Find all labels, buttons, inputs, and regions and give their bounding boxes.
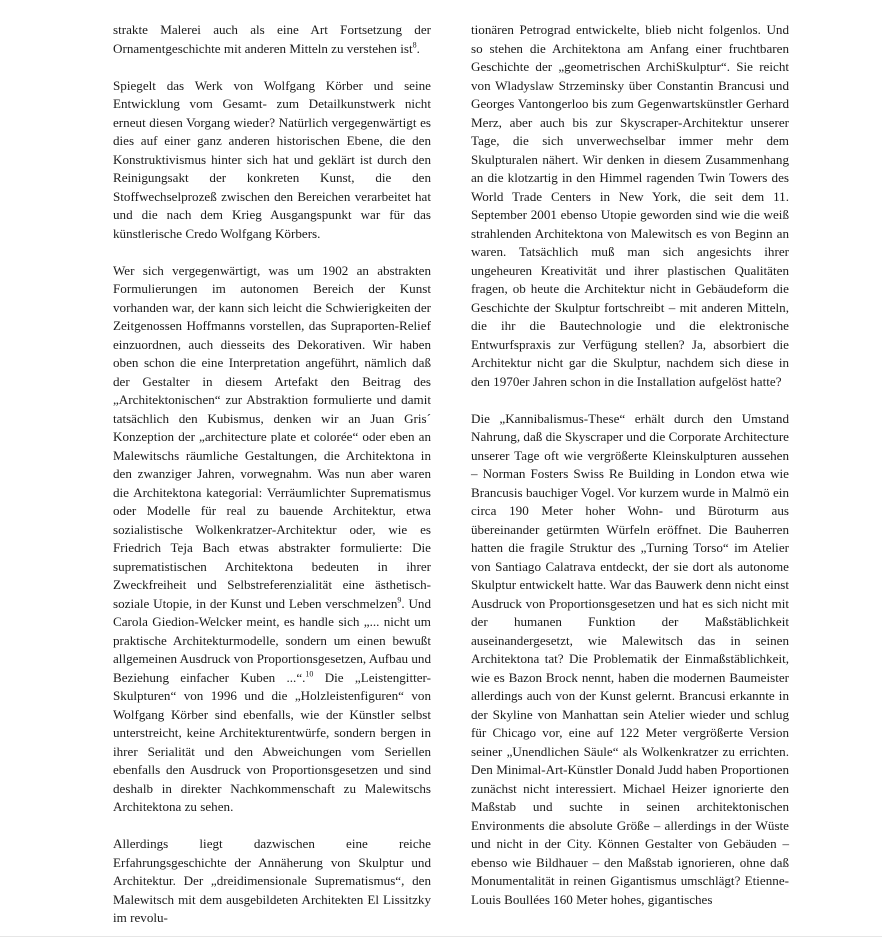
left-text-column (113, 21, 431, 928)
footnote-marker: 10 (305, 669, 314, 679)
right-text-column (471, 21, 789, 909)
paragraph: Die „Kannibalismus-These“ erhält durch den Umstand Nahrung, daß die Skyscraper und die Corporate Architecture unserer Tage oft wie vergrößerte Kleinskulpturen aussehen – Norman Fosters Swiss Re Building in London etwa wie Brancusis bauchiger Vogel. Vor kurzem wurde in Malmö ein circa 190 Meter hoher Wohn- und Büroturm aus übereinander getürmten Würfeln eröffnet. Die Bauherren hatten die fragile Struktur des „Turning Torso“ im Atelier von Santiago Calatrava entdeckt, der sie dort als autonome Skulptur entwickelt hatte. War das Bauwerk denn nicht einst Ausdruck von Proportionsgesetzen und hat es sich nicht mit der humanen Funktion der Maßstäblichkeit auseinandergesetzt, wie Malewitsch das in seinen Architektona tat? Die Problematik der Einmaßstäblichkeit, wie es Bazon Brock nennt, haben die modernen Baumeister allerdings auch von der Kunst gelernt. Brancusi erkannte in der Skyline von Manhattan sein Atelier wieder und schlug für Chicago vor, eine auf 122 Meter vergrößerte Version seiner „Unendlichen Säule“ als Wolkenkratzer zu errichten. Den Minimal-Art-Künstler Donald Judd haben Proportionen zunächst nicht interessiert. Michael Heizer ignorierte den Maßstab und suchte in seinen architektonischen Environments die absolute Größe – allerdings in der Wüste und nicht in der City. Können Gestalter von Gebäuden – ebenso wie Bildhauer – den Maßstab ignorieren, ohne daß Monumentalität in reinen Gigantismus umschlägt? Etienne-Louis Boullées 160 Meter hohes, gigantisches (471, 410, 789, 907)
paragraph: Spiegelt das Werk von Wolfgang Körber und seine Entwicklung vom Gesamt- zum Detailkunstwerk nicht erneut diesen Vorgang wieder? Natürlich vergegenwärtigt es dies auf einer ganz anderen historischen Ebene, die den Konstruktivismus hinter sich hat und geklärt ist durch den Reinigungsakt der konkreten Kunst, die den Stoffwechselprozeß zwischen den Bereichen verarbeitet hat und die nach dem Krieg Ausgangspunkt war für das künstlerische Credo Wolfgang Körbers. (113, 77, 431, 241)
paragraph: Allerdings liegt dazwischen eine reiche Erfahrungsgeschichte der Annäherung von Skulptur und Architektur. Der „dreidimensionale Suprematismus“, den Malewitsch mit dem ausgebildeten Architekten El Lissitzky im revolu- (113, 836, 431, 925)
paragraph-text: strakte Malerei auch als eine Art Fortsetzung der Ornamentgeschichte mit anderen Mitteln zu verstehen ist (113, 22, 431, 56)
paragraph (113, 21, 431, 58)
paragraph: tionären Petrograd entwickelte, blieb nicht folgenlos. Und so stehen die Architektona am Anfang einer fruchtbaren Geschichte der „geometrischen ArchiSkulptur“. Sie reicht von Wladyslaw Strzeminsky über Constantin Brancusi und Georges Vantongerloo bis zum Gegenwartskünstler Gerhard Merz, aber auch bis zur Skyscraper-Architektur unserer Tage, die sich unverwechselbar immer mehr dem Skulpturalen nähert. Wir denken in diesem Zusammenhang an die klotzartig in den Himmel ragenden Twin Towers des World Trade Centers in New York, die seit dem 11. September 2001 ebenso Utopie geworden sind wie die weiß strahlenden Architektona von Malewitsch es von Beginn an waren. Tatsächlich muß man sich angesichts ihrer ungeheuren Kreativität und ihrer plastischen Qualitäten fragen, ob heute die Architektur nicht in Gebäudeform die Geschichte der Skulptur fortschreibt – mit anderen Mitteln, die ihr die Bautechnologie und die elektronische Entwurfspraxis zur Verfügung stellen? Ja, absorbiert die Architektur nicht gar die Skulptur, nachdem sich diese in den 1970er Jahren schon in die Installation aufgelöst hatte? (471, 22, 789, 389)
paragraph-text: . (416, 40, 420, 56)
paragraph-text: Wer sich vergegenwärtigt, was um 1902 an abstrakten Formulierungen im autonomen Bereich der Kunst vorhanden war, der kann sich leicht die Schwierigkeiten der Zeitgenossen Hoffmanns vorstellen, das Supraporten-Relief einzuordnen, auch diesseits des Dekorativen. Wir haben oben schon die eine Interpretation angeführt, nämlich daß der Gestalter in diesem Artefakt den Beitrag des „Architektonischen“ zur Abstraktion formulierte und damit tatsächlich den Kubismus, denken wir an Juan Gris´ Konzeption der „architecture plate et colorée“ oder eben an Malewitschs räumliche Gestaltungen, die Architektona in den zwanziger Jahren, vorwegnahm. Was nun aber waren die Architektona kategorial: Verräumlichter Suprematismus oder Modelle für real zu bauende Architektur, etwa sozialistische Wolkenkratzer-Architektur oder, wie es Friedrich Teja Bach etwas abstrakter formulierte: Die suprematistischen Architektona bedeuten in ihrer Zweckfreiheit und Selbstreferenzialität eine ästhetisch-soziale Utopie, in der Kunst und Leben verschmelzen (113, 262, 431, 611)
paragraph-text: Die „Leistengitter-Skulpturen“ von 1996 und die „Holzleistenfiguren“ von Wolfgang Körber sind ebenfalls, wie der Künstler selbst unterstreicht, keine Architekturentwürfe, sondern bergen in ihrer Serialität und den Abweichungen vom Seriellen ebenfalls den Ausdruck von Proportionsgesetzen und sind deshalb in direkter Nachkommenschaft zu Malewitschs Architektona zu sehen. (113, 669, 431, 814)
paragraph (113, 262, 431, 817)
footnote-marker: 9 (397, 595, 402, 605)
paragraph-text: . Und Carola Giedion-Welcker meint, es handle sich „... nicht um praktische Architekturmodelle, sondern um einen bewußt allgemeinen Ausdruck von Proportionsgesetzen, Aufbau und Beziehung einfacher Kuben ...“. (113, 595, 431, 685)
footnote-marker: 8 (412, 40, 417, 50)
page-edge-divider (0, 936, 882, 937)
